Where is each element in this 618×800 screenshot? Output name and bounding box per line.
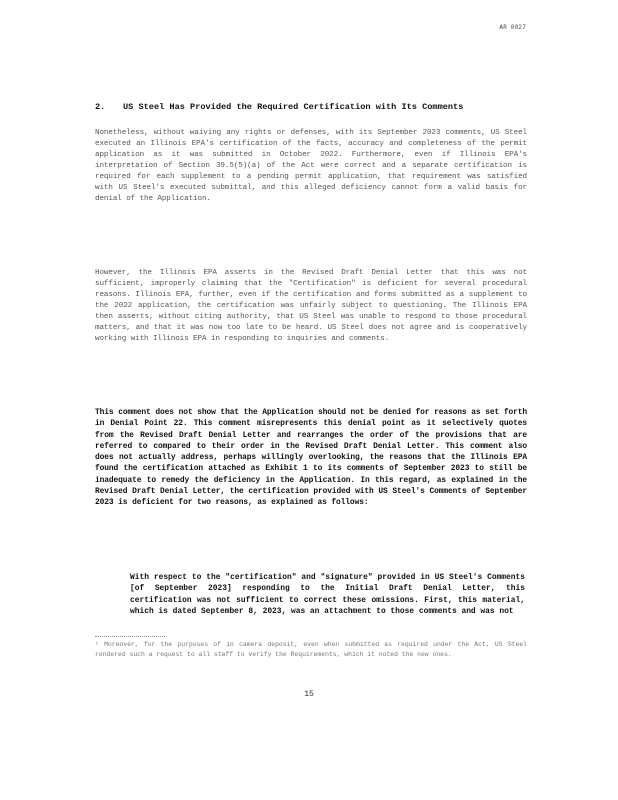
block-quote: With respect to the "certification" and "signature" provided in US Steel's Comments [of September 2023] responding to the Initial Draft Denial Letter, this certification was not sufficient to correct these omissions. First, this material, which is dated September 8, 2023, was an attachment to those comments and was not	[130, 573, 525, 616]
footnote: ¹ Moreover, for the purposes of in camera deposit, even when submitted as required under the Act, US Steel rendered such a request to all staff to verify the Requirements, which it noted the new ones.	[95, 641, 527, 658]
page-number: 15	[304, 690, 314, 699]
paragraph: Nonetheless, without waiving any rights or defenses, with its September 2023 comments, US Steel executed an Illinois EPA's certification of the facts, accuracy and completeness of the permit application as it was submitted in October 2022. Furthermore, even if Illinois EPA's interpretation of Section 39.5(5)(a) of the Act were correct and a separate certification is required for each supplement to a pending permit application, that requirement was satisfied with US Steel's executed submittal, and this alleged deficiency cannot form a valid basis for denial of the Application.	[95, 129, 527, 203]
agency-response: This comment does not show that the Application should not be denied for reasons as set forth in Denial Point 22. This comment misrepresents this denial point as it selectively quotes from the Revised Draft Denial Letter and rearranges the order of the provisions that are referred to compared to their order in the Revised Draft Denial Letter. This comment also does not actually address, perhaps willingly overlooking, the reasons that the Illinois EPA found the certification attached as Exhibit 1 to its comments of September 2023 to still be inadequate to remedy the deficiency in the Application. In this regard, as explained in the Revised Draft Denial Letter, the certification provided with US Steel's Comments of September 2023 is deficient for two reasons, as explained as follows:	[95, 408, 527, 508]
paragraph: However, the Illinois EPA asserts in the Revised Draft Denial Letter that this was not sufficient, improperly claiming that the "Certification" is deficient for several procedural reasons. Illinois EPA, further, even if the certification and forms submitted as a supplement to the 2022 application, the certification was unfairly subject to questioning. The Illinois EPA then asserts, without citing authority, that US Steel was unable to respond to those procedural matters, and that it was now too late to be heard. US Steel does not agree and is cooperatively working with Illinois EPA in responding to inquiries and comments.	[95, 269, 527, 343]
section-number: 2.	[95, 102, 106, 112]
footnote-divider	[95, 636, 165, 637]
document-number: AR 0027	[499, 24, 526, 31]
section-title: US Steel Has Provided the Required Certification with Its Comments	[123, 102, 464, 112]
